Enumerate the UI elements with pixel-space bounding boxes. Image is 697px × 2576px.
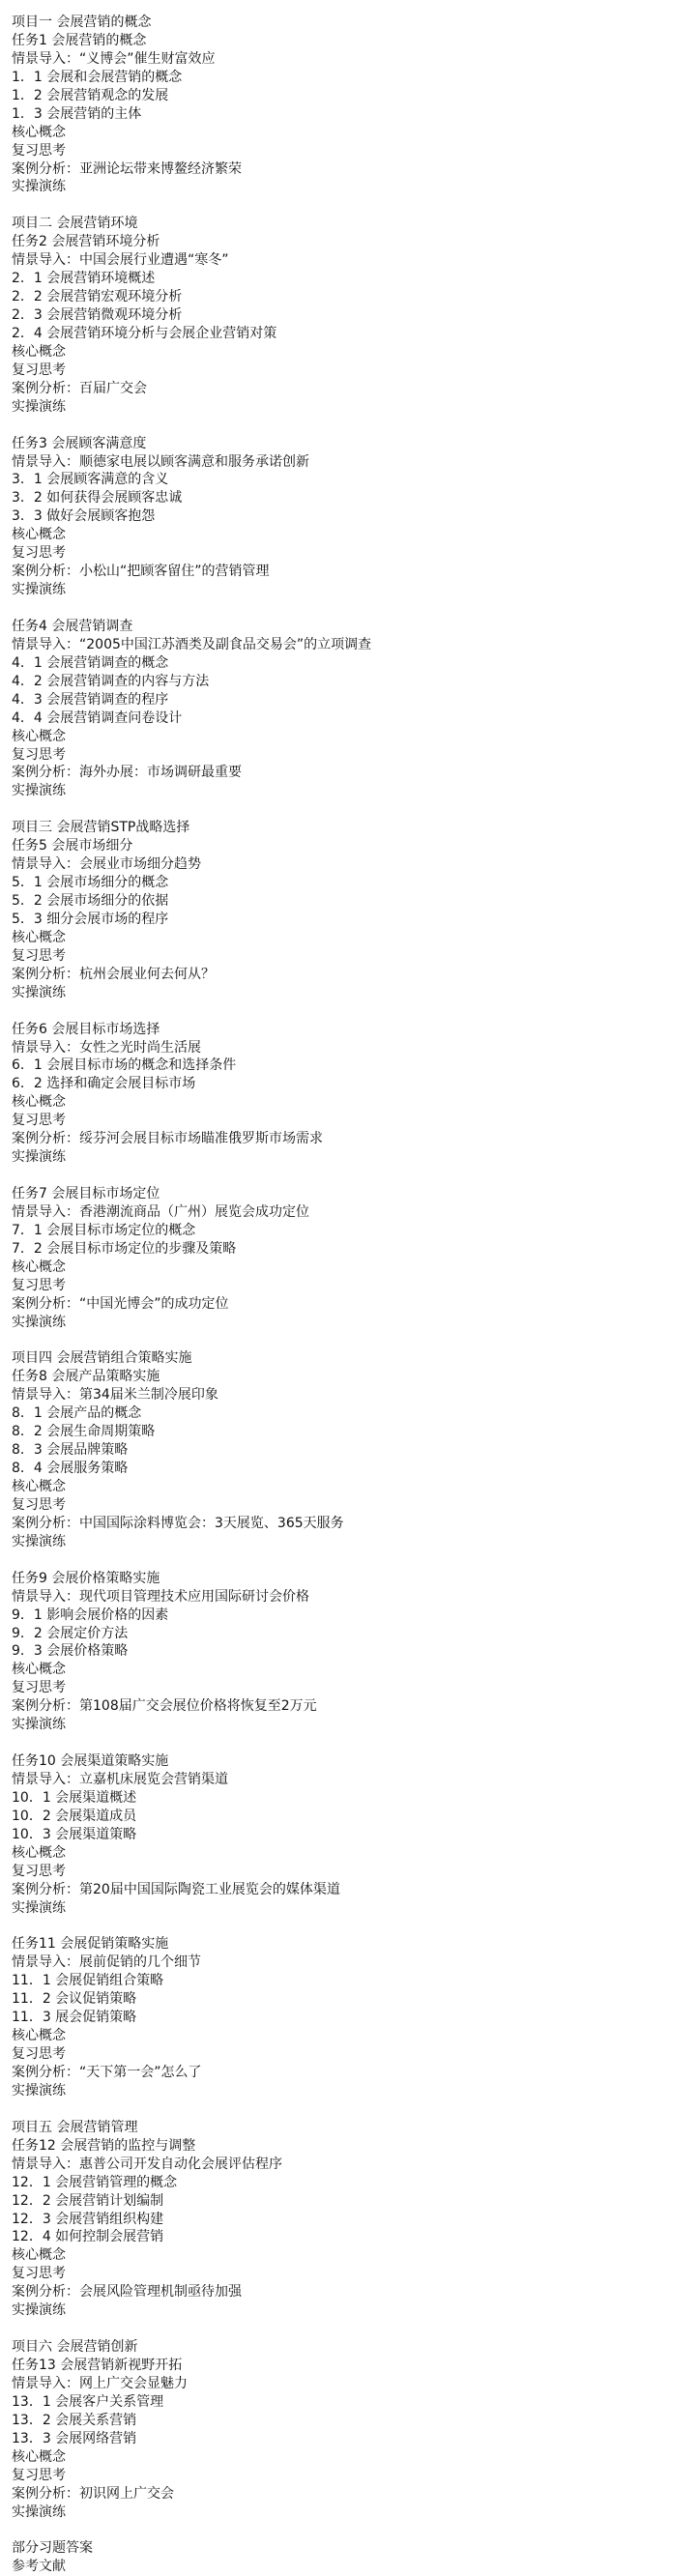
toc-line: 2．1 会展营销环境概述 [12,271,156,287]
toc-line: 核心概念 [12,1662,66,1678]
toc-line: 10．1 会展渠道概述 [12,1789,137,1806]
toc-line: 案例分析：百届广交会 [12,380,147,396]
toc-line: 情景导入：立嘉机床展览会营销渠道 [12,1772,228,1787]
toc-line: 12．1 会展营销管理的概念 [12,2174,178,2190]
toc-line: 任务9 会展价格策略实施 [12,1570,160,1586]
toc-line: 核心概念 [12,1094,66,1111]
toc-line: 案例分析：初识网上广交会 [12,2485,174,2502]
toc-line: 案例分析：杭州会展业何去何从？ [12,966,215,982]
toc-line: 任务1 会展营销的概念 [12,32,147,48]
toc-line: 项目二 会展营销环境 [12,216,138,232]
toc-line: 4．4 会展营销调查问卷设计 [12,709,183,726]
toc-line: 10．3 会展渠道策略 [12,1826,137,1842]
toc-line: 任务2 会展营销环境分析 [12,234,160,250]
toc-line: 案例分析：小松山“把顾客留住”的营销管理 [12,564,270,580]
toc-line: 1．3 会展营销的主体 [12,105,142,122]
toc-line: 案例分析：绥芬河会展目标市场瞄准俄罗斯市场需求 [12,1131,323,1147]
toc-line: 情景导入：“义博会”催生财富效应 [12,50,216,67]
toc-line: 复习思考 [12,1496,66,1513]
blank-line [12,1167,697,1185]
toc-line: 3．2 如何获得会展顾客忠诚 [12,490,183,507]
toc-line: 11．3 展会促销策略 [12,2010,137,2026]
toc-line: 实操演练 [12,179,66,195]
toc-line: 5．3 细分会展市场的程序 [12,911,169,927]
blank-line [12,2320,697,2338]
toc-line: 9．1 影响会展价格的因素 [12,1606,169,1623]
toc-line: 13．1 会展客户关系管理 [12,2393,164,2410]
toc-line: 9．2 会展定价方法 [12,1625,129,1641]
blank-line [12,1551,697,1570]
toc-line: 3．3 做好会展顾客抱怨 [12,508,156,525]
toc-line: 复习思考 [12,2046,66,2063]
toc-line: 5．2 会展市场细分的依据 [12,893,169,909]
toc-line: 11．1 会展促销组合策略 [12,1973,164,1989]
toc-line: 情景导入：“2005中国江苏酒类及副食品交易会”的立项调查 [12,636,372,652]
toc-line: 实操演练 [12,1149,66,1166]
toc-line: 任务8 会展产品策略实施 [12,1369,160,1385]
toc-line: 实操演练 [12,2302,66,2319]
toc-line: 核心概念 [12,527,66,543]
toc-line: 实操演练 [12,2504,66,2520]
toc-line: 案例分析：“天下第一会”怎么了 [12,2065,202,2080]
toc-line: 复习思考 [12,2266,66,2282]
blank-line [12,2521,697,2539]
toc-line: 1．1 会展和会展营销的概念 [12,69,183,85]
toc-line: 复习思考 [12,1113,66,1129]
toc-line: 实操演练 [12,2082,66,2098]
toc-line: 实操演练 [12,1314,66,1330]
blank-line [12,2100,697,2119]
toc-line: 核心概念 [12,1479,66,1494]
toc-line: 复习思考 [12,746,66,763]
toc-line: 3．1 会展顾客满意的含义 [12,472,169,488]
toc-line: 10．2 会展渠道成员 [12,1808,137,1824]
toc-line: 案例分析：第20届中国国际陶瓷工业展览会的媒体渠道 [12,1881,340,1897]
toc-line: 情景导入：会展业市场细分趋势 [12,856,201,873]
toc-line: 核心概念 [12,2028,66,2044]
toc-line: 项目四 会展营销组合策略实施 [12,1350,192,1367]
toc-line: 6．2 选择和确定会展目标市场 [12,1076,196,1092]
toc-line: 8．4 会展服务策略 [12,1461,129,1477]
toc-line: 案例分析：“中国光博会”的成功定位 [12,1295,229,1312]
toc-line: 任务4 会展营销调查 [12,618,133,634]
toc-line: 任务11 会展促销策略实施 [12,1936,169,1953]
toc-line: 核心概念 [12,728,66,744]
toc-line: 实操演练 [12,1533,66,1549]
toc-line: 情景导入：第34届米兰制冷展印象 [12,1387,218,1404]
toc-line: 情景导入：现代项目管理技术应用国际研讨会价格 [12,1588,309,1605]
toc-line: 任务10 会展渠道策略实施 [12,1753,169,1770]
toc-line: 情景导入：展前促销的几个细节 [12,1954,201,1971]
toc-line: 实操演练 [12,1899,66,1916]
toc-line: 12．3 会展营销组织构建 [12,2211,164,2227]
toc-line: 核心概念 [12,2448,66,2465]
toc-line: 情景导入：香港潮流商品（广州）展览会成功定位 [12,1203,309,1220]
toc-line: 案例分析：海外办展：市场调研最重要 [12,765,242,781]
blank-line [12,196,697,215]
toc-line: 任务13 会展营销新视野开拓 [12,2358,183,2373]
toc-line: 核心概念 [12,1259,66,1275]
toc-line: 项目六 会展营销创新 [12,2339,138,2356]
blank-line [12,1918,697,1936]
toc-line: 4．3 会展营销调查的程序 [12,691,169,708]
toc-line: 复习思考 [12,142,66,159]
toc-line: 2．4 会展营销环境分析与会展企业营销对策 [12,325,277,341]
toc-line: 复习思考 [12,1863,66,1879]
toc-line: 核心概念 [12,343,66,360]
toc-line: 任务12 会展营销的监控与调整 [12,2137,196,2154]
toc-line: 任务7 会展目标市场定位 [12,1186,160,1201]
toc-line: 9．3 会展价格策略 [12,1643,129,1660]
toc-line: 复习思考 [12,1277,66,1293]
toc-line: 7．1 会展目标市场定位的概念 [12,1222,196,1238]
blank-line [12,417,697,435]
toc-line: 复习思考 [12,1680,66,1696]
toc-line: 4．2 会展营销调查的内容与方法 [12,673,210,689]
toc-line: 13．2 会展关系营销 [12,2412,137,2428]
toc-line: 项目一 会展营销的概念 [12,14,152,30]
toc-line: 复习思考 [12,545,66,562]
toc-line: 实操演练 [12,398,66,415]
toc-line: 核心概念 [12,929,66,945]
toc-line: 实操演练 [12,984,66,1000]
toc-line: 案例分析：中国国际涂料博览会：3天展览、365天服务 [12,1515,344,1531]
toc-line: 案例分析：会展风险管理机制亟待加强 [12,2284,242,2301]
toc-line: 项目五 会展营销管理 [12,2119,138,2135]
toc-line: 任务5 会展市场细分 [12,838,133,854]
toc-line: 1．2 会展营销观念的发展 [12,87,169,103]
toc-line: 核心概念 [12,2247,66,2264]
toc-line: 情景导入：惠普公司开发自动化会展评估程序 [12,2156,282,2172]
toc-line: 8．2 会展生命周期策略 [12,1424,156,1440]
toc-line: 2．3 会展营销微观环境分析 [12,307,183,323]
toc-line: 案例分析：第108届广交会展位价格将恢复至2万元 [12,1698,317,1715]
toc-line: 5．1 会展市场细分的概念 [12,875,169,891]
toc-line: 情景导入：网上广交会显魅力 [12,2375,188,2391]
toc-line: 参考文献 [12,2559,66,2575]
toc-line: 情景导入：中国会展行业遭遇“寒冬” [12,252,229,269]
blank-line [12,800,697,819]
toc-line: 实操演练 [12,582,66,598]
toc-line: 11．2 会议促销策略 [12,1991,137,2008]
toc-line: 部分习题答案 [12,2540,93,2557]
toc-line: 2．2 会展营销宏观环境分析 [12,289,183,305]
toc-line: 4．1 会展营销调查的概念 [12,654,169,671]
blank-line [12,1332,697,1350]
toc-line: 任务3 会展顾客满意度 [12,435,147,451]
toc-line: 任务6 会展目标市场选择 [12,1021,160,1037]
toc-line: 复习思考 [12,362,66,378]
blank-line [12,1734,697,1752]
blank-line [12,599,697,618]
toc-line: 核心概念 [12,124,66,140]
toc-line: 7．2 会展目标市场定位的步骤及策略 [12,1240,237,1257]
toc-line: 实操演练 [12,1717,66,1733]
toc-line: 情景导入：女性之光时尚生活展 [12,1039,201,1056]
toc-line: 情景导入：顺德家电展以顾客满意和服务承诺创新 [12,453,309,470]
toc-line: 复习思考 [12,947,66,964]
toc-line: 8．1 会展产品的概念 [12,1405,142,1422]
toc-line: 12．4 如何控制会展营销 [12,2229,164,2245]
toc-line: 项目三 会展营销STP战略选择 [12,820,190,836]
toc-line: 12．2 会展营销计划编制 [12,2192,164,2209]
toc-line: 6．1 会展目标市场的概念和选择条件 [12,1057,237,1074]
blank-line [12,1002,697,1021]
toc-line: 复习思考 [12,2467,66,2483]
toc-line: 13．3 会展网络营销 [12,2430,137,2446]
toc-line: 案例分析：亚洲论坛带来博鳌经济繁荣 [12,160,242,177]
toc-line: 实操演练 [12,783,66,799]
toc-line: 核心概念 [12,1844,66,1861]
toc-line: 8．3 会展品牌策略 [12,1442,129,1459]
